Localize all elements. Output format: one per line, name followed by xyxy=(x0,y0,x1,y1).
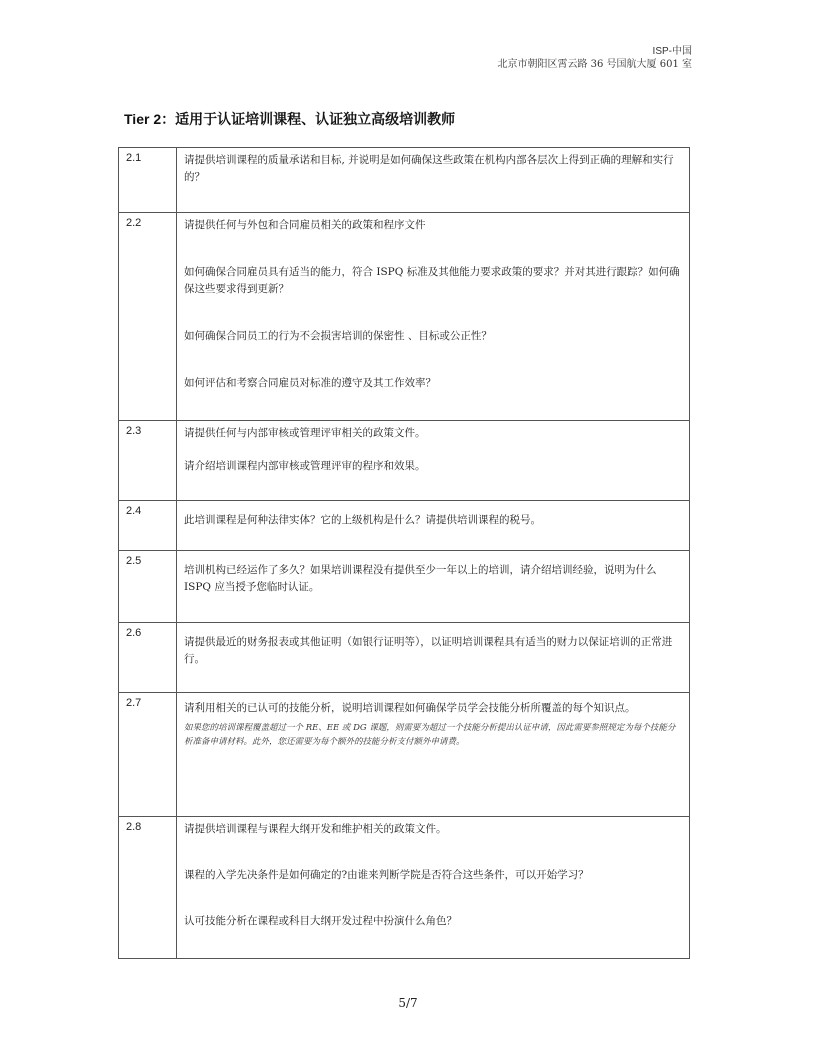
question-number: 2.2 xyxy=(119,213,177,421)
question-text: 请介绍培训课程内部审核或管理评审的程序和效果。 xyxy=(184,460,426,472)
section-title: Tier 2：适用于认证培训课程、认证独立高级培训教师 xyxy=(124,111,456,127)
question-text: 如何评估和考察合同雇员对标准的遵守及其工作效率？ xyxy=(184,377,436,389)
question-body xyxy=(177,421,690,501)
table-row xyxy=(119,421,690,501)
question-text: 此培训课程是何种法律实体？它的上级机构是什么？请提供培训课程的税号。 xyxy=(184,514,541,526)
page-header xyxy=(497,45,692,71)
question-number: 2.5 xyxy=(119,551,177,623)
table-row xyxy=(119,148,690,213)
question-text: 认可技能分析在课程或科目大纲开发过程中扮演什么角色？ xyxy=(184,915,457,927)
question-body xyxy=(177,623,690,693)
table-row xyxy=(119,501,690,551)
question-text: 请提供最近的财务报表或其他证明（如银行证明等），以证明培训课程具有适当的财力以保证培训的正常进行。 xyxy=(184,636,673,665)
question-body xyxy=(177,213,690,421)
question-text: 请利用相关的已认可的技能分析，说明培训课程如何确保学员学会技能分析所覆盖的每个知识点。 xyxy=(184,702,636,714)
question-text: 如何确保合同员工的行为不会损害培训的保密性 、目标或公正性？ xyxy=(184,330,492,342)
question-text: 如何确保合同雇员具有适当的能力，符合 ISPQ 标准及其他能力要求政策的要求？并对其进行跟踪？如何确保这些要求得到更新？ xyxy=(184,266,680,295)
question-text: 课程的入学先决条件是如何确定的?由谁来判断学院是否符合这些条件，可以开始学习？ xyxy=(184,869,589,881)
header-org: ISP-中国 xyxy=(652,46,692,57)
question-number: 2.6 xyxy=(119,623,177,693)
question-number: 2.4 xyxy=(119,501,177,551)
question-note: 如果您的培训课程覆盖超过一个 RE、EE 或 DG 课题，则需要为超过一个技能分析提出认证申请，因此需要参照规定为每个技能分析准备申请材料。此外，您还需要为每个额外的技能分析支付额外申请费。 xyxy=(184,723,676,747)
question-number: 2.3 xyxy=(119,421,177,501)
question-text: 请提供任何与内部审核或管理评审相关的政策文件。 xyxy=(184,427,426,439)
table-row xyxy=(119,213,690,421)
question-text: 请提供任何与外包和合同雇员相关的政策和程序文件 xyxy=(184,219,426,231)
question-body xyxy=(177,817,690,959)
question-text: 请提供培训课程与课程大纲开发和维护相关的政策文件。 xyxy=(184,823,447,835)
table-row xyxy=(119,693,690,817)
question-body xyxy=(177,551,690,623)
question-body xyxy=(177,148,690,213)
table-row xyxy=(119,817,690,959)
page-number: 5/7 xyxy=(398,996,418,1010)
question-body xyxy=(177,501,690,551)
question-number: 2.8 xyxy=(119,817,177,959)
header-address: 北京市朝阳区霄云路 36 号国航大厦 601 室 xyxy=(497,59,692,70)
question-text: 请提供培训课程的质量承诺和目标, 并说明是如何确保这些政策在机构内部各层次上得到正确的理解和实行的？ xyxy=(184,154,674,183)
question-body xyxy=(177,693,690,817)
question-number: 2.1 xyxy=(119,148,177,213)
table-row xyxy=(119,623,690,693)
question-text: 培训机构已经运作了多久？如果培训课程没有提供至少一年以上的培训，请介绍培训经验，说明为什么 ISPQ 应当授予您临时认证。 xyxy=(184,564,657,593)
table-row xyxy=(119,551,690,623)
questions-table xyxy=(118,147,690,959)
question-number: 2.7 xyxy=(119,693,177,817)
